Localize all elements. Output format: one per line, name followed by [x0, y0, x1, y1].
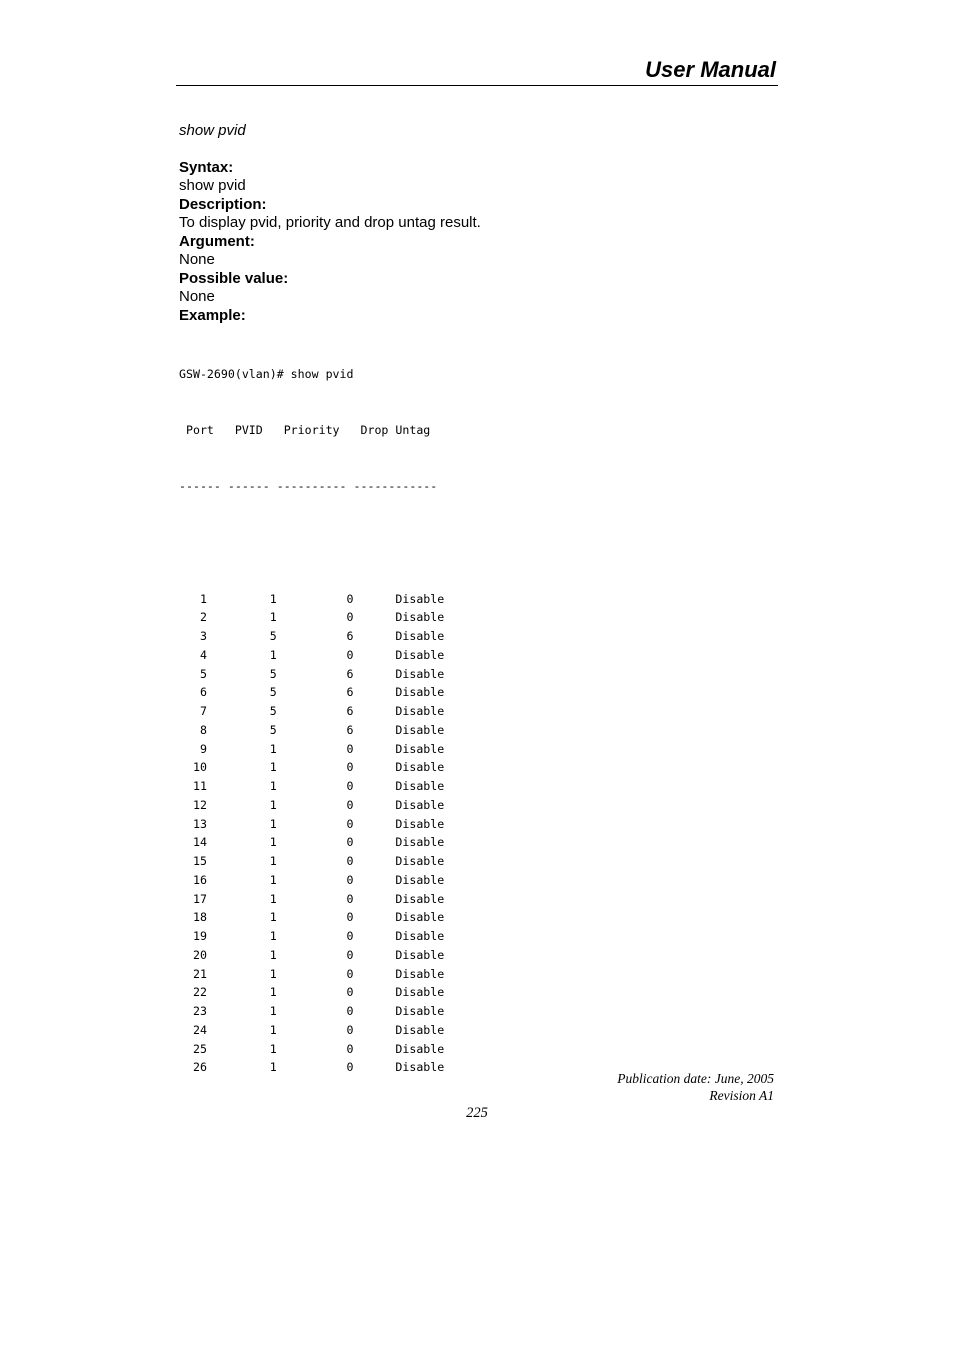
page-header-title: User Manual — [645, 57, 776, 82]
revision: Revision A1 — [709, 1087, 774, 1103]
example-code-block — [179, 327, 779, 1115]
argument-label: Argument: — [179, 232, 255, 250]
table-row: 23 1 0 Disable — [179, 1004, 445, 1018]
example-blank-line — [179, 533, 779, 552]
example-table-separator: ------ ------ ---------- ------------ — [179, 479, 438, 493]
table-row: 20 1 0 Disable — [179, 947, 445, 962]
table-row: 3 5 6 Disable — [179, 629, 445, 643]
table-row: 10 1 0 Disable — [179, 760, 445, 775]
table-row: 26 1 0 Disable — [179, 1060, 445, 1075]
example-table-header: Port PVID Priority Drop Untag — [179, 422, 431, 437]
table-row: 6 5 6 Disable — [179, 685, 445, 700]
argument-value: None — [179, 251, 215, 268]
table-row: 9 1 0 Disable — [179, 741, 445, 756]
table-row: 13 1 0 Disable — [179, 816, 445, 831]
table-row: 4 1 0 Disable — [179, 647, 445, 662]
manual-content — [179, 122, 779, 1115]
table-row: 22 1 0 Disable — [179, 985, 445, 1000]
possible-value-value: None — [179, 288, 215, 305]
table-row: 11 1 0 Disable — [179, 779, 445, 793]
table-row: 14 1 0 Disable — [179, 835, 445, 850]
table-row: 18 1 0 Disable — [179, 910, 445, 925]
table-row: 12 1 0 Disable — [179, 797, 445, 812]
possible-value-label: Possible value: — [179, 269, 289, 287]
table-row: 19 1 0 Disable — [179, 929, 445, 943]
syntax-label: Syntax: — [179, 158, 234, 176]
table-row: 24 1 0 Disable — [179, 1022, 445, 1037]
example-table-rows — [179, 590, 779, 1078]
table-row: 21 1 0 Disable — [179, 966, 445, 981]
command-title: show pvid — [179, 122, 246, 139]
example-label: Example: — [179, 306, 246, 324]
table-row: 2 1 0 Disable — [179, 610, 445, 625]
table-row: 17 1 0 Disable — [179, 891, 445, 906]
description-value: To display pvid, priority and drop untag result. — [179, 214, 481, 231]
publication-date: Publication date: June, 2005 — [617, 1071, 774, 1086]
table-row: 8 5 6 Disable — [179, 722, 445, 737]
description-label: Description: — [179, 195, 267, 213]
footer-publication — [617, 1071, 774, 1104]
table-row: 15 1 0 Disable — [179, 854, 445, 868]
header-rule — [176, 85, 778, 86]
table-row: 5 5 6 Disable — [179, 666, 445, 681]
table-row: 7 5 6 Disable — [179, 704, 445, 718]
table-row: 16 1 0 Disable — [179, 872, 445, 887]
example-prompt: GSW-2690(vlan)# show pvid — [179, 366, 354, 381]
table-row: 25 1 0 Disable — [179, 1041, 445, 1056]
page-number: 225 — [466, 1105, 488, 1121]
table-row: 1 1 0 Disable — [179, 591, 445, 606]
syntax-value: show pvid — [179, 177, 246, 194]
